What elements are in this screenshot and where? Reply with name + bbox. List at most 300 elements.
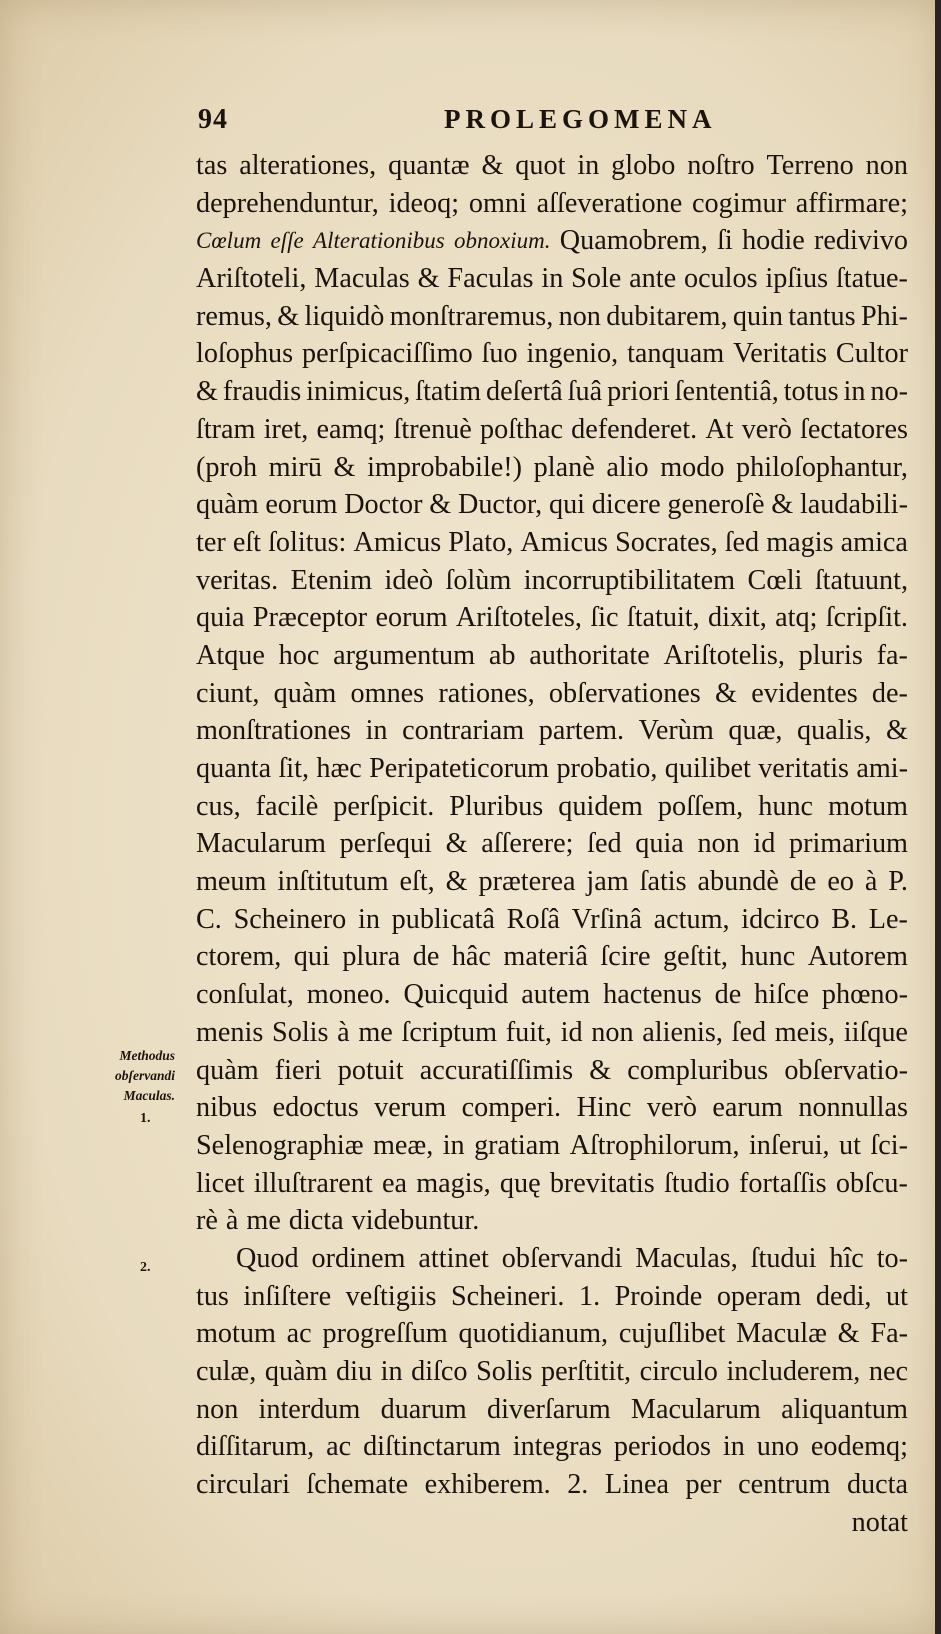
word: B.: [831, 903, 858, 935]
text-line: [196, 222, 908, 260]
word: inimicus,: [306, 376, 411, 408]
word: in: [541, 263, 564, 295]
body-text: [196, 147, 908, 1541]
word: omni: [468, 187, 527, 219]
word: hâc: [451, 941, 491, 973]
word: Solis: [476, 1356, 533, 1387]
word: Selenographiæ: [196, 1129, 364, 1161]
text-line: [196, 938, 908, 976]
word: id: [753, 828, 776, 860]
word: &: [481, 150, 504, 181]
word: totus: [783, 376, 839, 408]
word: rè: [196, 1205, 218, 1237]
text-line: [196, 562, 908, 600]
word: ac: [286, 1318, 312, 1350]
word: &: [771, 489, 794, 521]
word: mirū: [268, 451, 322, 483]
text-line: [196, 1165, 908, 1203]
word: compluribus: [627, 1054, 769, 1086]
word: verò: [741, 413, 792, 445]
text-line: [196, 863, 908, 901]
word: Ductor,: [457, 489, 543, 521]
word: non: [697, 828, 740, 860]
word: Cœlum: [196, 228, 262, 254]
word: alio: [606, 451, 649, 483]
word: C.: [196, 903, 222, 935]
word: in: [722, 1431, 745, 1463]
word: Maculas,: [635, 1242, 738, 1274]
word: autem: [521, 979, 591, 1011]
text-line: [196, 712, 908, 750]
word: obnoxium.: [454, 228, 551, 254]
word: perſpicaciſſimo: [302, 338, 473, 370]
word: obſervandi: [501, 1242, 623, 1274]
word: ſententiâ,: [674, 376, 779, 408]
word: oculos: [683, 263, 758, 295]
word: gratiam: [474, 1129, 561, 1161]
word: ſolitus:: [268, 526, 347, 558]
word: nibus: [196, 1092, 258, 1124]
word: notat: [851, 1506, 908, 1538]
word: eo: [827, 866, 854, 898]
word: per: [685, 1469, 722, 1501]
word: monſtrationes: [196, 715, 352, 747]
word: quàm: [264, 1356, 328, 1387]
word: P.: [888, 866, 908, 898]
word: diſſitarum,: [196, 1431, 315, 1463]
text-line: [196, 1089, 908, 1127]
word: actum,: [653, 903, 730, 935]
word: deprehenduntur,: [196, 187, 379, 219]
word: inſiſtere: [243, 1280, 332, 1312]
margin-note-line: obſervandi: [115, 1068, 175, 1083]
word: Macularum: [630, 1393, 761, 1425]
text-line: [196, 675, 908, 713]
word: priori: [607, 376, 670, 408]
word: ideoq;: [388, 187, 460, 219]
word: ſtatue-: [835, 263, 908, 295]
word: globo: [611, 150, 676, 181]
word: me: [358, 1016, 393, 1048]
word: in: [442, 1129, 465, 1161]
word: ſic: [590, 602, 619, 634]
word: alienis,: [642, 1016, 723, 1048]
word: incorruptibilitatem: [523, 564, 736, 596]
word: fraudis: [222, 376, 302, 408]
word: Terreno: [766, 150, 854, 181]
word: ut: [885, 1280, 908, 1312]
word: fortaſſis: [738, 1167, 827, 1199]
word: moneo.: [306, 979, 391, 1011]
word: &: [886, 715, 908, 747]
word: Atque: [196, 639, 265, 671]
word: meæ,: [372, 1129, 434, 1161]
word: redivivo: [814, 225, 908, 257]
word: ea: [381, 1167, 408, 1199]
word: integras: [512, 1431, 602, 1463]
word: Ariſtotelis,: [663, 639, 785, 671]
word: &: [445, 828, 468, 860]
word: in: [843, 376, 866, 408]
word: in: [380, 1356, 403, 1387]
word: potuit: [337, 1054, 404, 1086]
word: iret,: [263, 413, 309, 445]
word: ſed: [587, 828, 622, 860]
word: Aſtrophilorum,: [569, 1129, 740, 1161]
word: includerem,: [726, 1356, 861, 1387]
text-line: [196, 185, 908, 223]
word: ſatis: [639, 866, 687, 898]
text-line: [196, 750, 908, 788]
word: Doctor: [344, 489, 423, 521]
word: ſtram: [196, 413, 256, 445]
text-line: [196, 901, 908, 939]
word: Scheinero: [233, 903, 347, 935]
word: ami-: [856, 753, 908, 784]
word: in: [577, 150, 600, 181]
word: dixit,: [708, 602, 767, 634]
word: perſtitit,: [541, 1356, 632, 1387]
word: motum: [196, 1318, 276, 1350]
word: defenderet.: [571, 413, 698, 445]
word: evidentes: [751, 677, 858, 709]
word: cus,: [196, 790, 241, 822]
word: edoctus: [272, 1092, 359, 1124]
text-line: [196, 411, 908, 449]
word: aliquantum: [781, 1393, 908, 1425]
text-line: [196, 1202, 908, 1240]
word: Scheineri.: [450, 1280, 565, 1312]
text-line: [196, 1052, 908, 1090]
text-line: [196, 260, 908, 298]
word: tas: [196, 150, 228, 181]
word: At: [705, 413, 734, 445]
word: Fa-: [870, 1318, 908, 1350]
word: eorum: [375, 602, 448, 634]
word: quę: [499, 1167, 541, 1199]
word: partem.: [538, 715, 625, 747]
word: culæ,: [196, 1356, 257, 1387]
word: Veritatis: [733, 338, 827, 370]
word: remus,: [196, 300, 272, 332]
text-line: [196, 449, 908, 487]
word: verò: [646, 1092, 697, 1124]
word: quilibet: [664, 753, 751, 784]
word: hunc: [758, 790, 814, 822]
word: Proinde: [614, 1280, 703, 1312]
word: generoſè: [667, 489, 765, 521]
word: præterea: [478, 866, 576, 898]
word: interdum: [258, 1393, 361, 1425]
word: non: [196, 1393, 239, 1425]
word: inſtitutum: [277, 866, 389, 898]
word: idcirco: [741, 903, 820, 935]
word: licet: [196, 1167, 245, 1199]
word: eſſe: [270, 228, 304, 254]
text-line: [196, 147, 908, 185]
word: hactenus: [603, 979, 702, 1011]
word: geſtit,: [662, 941, 728, 973]
word: atq;: [775, 602, 818, 634]
word: inſerui,: [748, 1129, 830, 1161]
word: Roſâ: [506, 903, 560, 935]
word: quàm: [196, 489, 259, 521]
word: ſed: [731, 1016, 767, 1048]
word: authoritate: [529, 639, 650, 671]
word: dicere: [591, 489, 661, 521]
word: ipſius: [765, 263, 829, 295]
word: Plato,: [448, 526, 514, 558]
word: eſt,: [399, 866, 435, 898]
word: ter: [196, 526, 226, 558]
word: ut: [839, 1129, 861, 1161]
word: non: [865, 150, 908, 181]
word: abundè: [697, 866, 779, 898]
text-line: [196, 1240, 908, 1278]
word: à: [225, 1205, 239, 1237]
word: probatio,: [556, 753, 658, 784]
word: Ariſtoteli,: [196, 263, 307, 295]
word: hodie: [742, 225, 805, 257]
word: cogimur: [692, 187, 786, 219]
word: menis: [196, 1016, 264, 1048]
word: planè: [533, 451, 595, 483]
word: Autorem: [807, 941, 908, 973]
word: Maculas: [314, 263, 410, 295]
word: Alterationibus: [313, 228, 445, 254]
word: ſolùm: [445, 564, 512, 596]
word: quotidianum,: [458, 1318, 609, 1350]
word: argumentum: [333, 639, 476, 671]
word: circulari: [196, 1469, 290, 1501]
word: earum: [712, 1092, 783, 1124]
word: &: [196, 376, 218, 408]
word: &: [589, 1054, 612, 1086]
word: eodemq;: [810, 1431, 908, 1463]
word: in: [357, 903, 380, 935]
word: liquidò: [304, 300, 385, 332]
word: ingenio,: [526, 338, 619, 370]
word: (proh: [196, 451, 258, 483]
word: diſco: [411, 1356, 468, 1387]
word: quàm: [196, 1054, 259, 1086]
word: facilè: [255, 790, 319, 822]
word: dubitarem,: [606, 300, 728, 332]
word: veritatis: [758, 753, 850, 784]
word: de: [412, 941, 440, 973]
word: ſuo: [481, 338, 518, 370]
margin-note: [95, 1046, 175, 1106]
word: &: [277, 300, 300, 332]
word: Cultor: [835, 338, 908, 370]
text-line: [196, 298, 908, 336]
text-line: [196, 1127, 908, 1165]
word: cujuſlibet: [618, 1318, 726, 1350]
word: ciunt,: [196, 677, 260, 709]
word: operam: [716, 1280, 802, 1312]
word: quin: [732, 300, 783, 332]
word: poſſem,: [657, 790, 744, 822]
word: quia: [635, 828, 684, 860]
page-number: 94: [198, 104, 228, 135]
text-line: [196, 524, 908, 562]
word: contrariam: [402, 715, 525, 747]
word: ſtatuunt,: [814, 564, 908, 596]
word: dicta: [288, 1205, 344, 1237]
word: aſſerere;: [481, 828, 574, 860]
word: de-: [871, 677, 908, 709]
word: eſt: [232, 526, 261, 558]
word: obſervatio-: [784, 1054, 908, 1086]
word: duarum: [380, 1393, 467, 1425]
word: eorum: [265, 489, 338, 521]
margin-note-line: Methodus: [119, 1048, 175, 1063]
word: pluris: [798, 639, 863, 671]
word: ſci-: [870, 1129, 908, 1161]
word: circulo: [639, 1356, 718, 1387]
word: fuit,: [505, 1016, 552, 1048]
word: ſuâ: [567, 376, 603, 408]
word: poſthac: [480, 413, 563, 445]
word: laudabili-: [799, 489, 908, 521]
word: affirmare;: [795, 187, 908, 219]
word: hîc: [829, 1242, 864, 1274]
word: diverſarum: [486, 1393, 611, 1425]
word: hiſce: [754, 979, 809, 1011]
word: id: [560, 1016, 583, 1048]
word: Peripateticorum: [369, 753, 550, 784]
word: comperi.: [461, 1092, 562, 1124]
word: tus: [196, 1280, 229, 1312]
word: videbuntur.: [351, 1205, 480, 1237]
word: aſſeveratione: [536, 187, 683, 219]
word: quot: [515, 150, 566, 181]
word: philoſophantur,: [736, 451, 908, 483]
word: non: [558, 300, 601, 332]
word: Quicquid: [403, 979, 509, 1011]
word: conſulat,: [196, 979, 294, 1011]
word: de: [714, 979, 742, 1011]
word: iiſque: [843, 1016, 908, 1048]
word: Quamobrem,: [559, 225, 708, 257]
word: magis,: [416, 1167, 491, 1199]
word: Macularum: [196, 828, 326, 860]
word: de: [789, 866, 817, 898]
word: primarium: [788, 828, 908, 860]
text-line: [196, 1466, 908, 1504]
word: illuſtrarent: [253, 1167, 373, 1199]
word: Socrates,: [615, 526, 718, 558]
word: jam: [586, 866, 629, 898]
word: quia: [196, 602, 245, 634]
word: Sole: [571, 263, 622, 295]
word: ſit,: [278, 753, 310, 784]
text-line: [196, 1504, 908, 1542]
word: dedi,: [815, 1280, 872, 1312]
word: verum: [374, 1092, 447, 1124]
word: quantæ: [388, 150, 470, 181]
word: qui: [293, 941, 330, 973]
word: tanquam: [627, 338, 725, 370]
word: eamq;: [316, 413, 386, 445]
word: Linea: [604, 1469, 670, 1501]
word: motum: [828, 790, 908, 822]
word: brevitatis: [549, 1167, 655, 1199]
word: Amicus: [353, 526, 442, 558]
word: &: [429, 489, 452, 521]
word: exhiberem.: [424, 1469, 551, 1501]
word: 1.: [578, 1280, 601, 1312]
word: &: [715, 677, 737, 709]
running-title: PROLEGOMENA: [444, 104, 717, 134]
word: &: [445, 866, 468, 898]
text-line: [196, 1315, 908, 1353]
word: 2.: [567, 1469, 589, 1501]
word: obſcu-: [835, 1167, 908, 1199]
text-line: [196, 373, 908, 411]
word: Hinc: [576, 1092, 632, 1124]
word: plura: [342, 941, 401, 973]
word: ſi: [717, 225, 733, 257]
word: Præceptor: [252, 602, 368, 634]
word: ordinem: [311, 1242, 406, 1274]
word: nonnullas: [798, 1092, 908, 1124]
word: magis: [766, 526, 834, 558]
word: rationes,: [438, 677, 535, 709]
word: loſophus: [196, 338, 294, 370]
word: amica: [840, 526, 908, 558]
word: ſtudio: [663, 1167, 730, 1199]
word: quanta: [196, 753, 272, 784]
word: quàm: [273, 677, 337, 709]
word: ſtrenuè: [393, 413, 472, 445]
text-line: [196, 788, 908, 826]
word: to-: [876, 1242, 908, 1274]
word: Vrſinâ: [571, 903, 642, 935]
word: veſtigiis: [345, 1280, 437, 1312]
word: qui: [548, 489, 585, 521]
word: fieri: [274, 1054, 322, 1086]
word: à: [864, 866, 878, 898]
word: attinet: [418, 1242, 489, 1274]
word: &: [333, 451, 356, 483]
word: ſtatim: [415, 376, 482, 408]
word: Solis: [272, 1016, 329, 1048]
word: ante: [629, 263, 677, 295]
margin-note-line: Maculas.: [123, 1088, 175, 1103]
word: improbabile!): [367, 451, 523, 483]
word: Etenim: [290, 564, 373, 596]
word: ſectatores: [799, 413, 908, 445]
text-line: [196, 1014, 908, 1052]
word: no-: [870, 376, 908, 408]
word: ſcire: [600, 941, 651, 973]
word: obſervationes: [548, 677, 701, 709]
word: hæc: [316, 753, 362, 784]
word: ſcripſit.: [825, 602, 908, 634]
margin-number: 1.: [140, 1111, 151, 1126]
word: quidem: [558, 790, 643, 822]
word: alterationes,: [239, 150, 377, 181]
word: ſcriptum: [401, 1016, 498, 1048]
word: meum: [196, 866, 267, 898]
word: periodos: [613, 1431, 711, 1463]
word: ſtatuit,: [626, 602, 700, 634]
word: Phi-: [860, 300, 908, 332]
word: perſequi: [339, 828, 432, 860]
word: tantus: [788, 300, 856, 332]
word: noſtro: [687, 150, 755, 181]
